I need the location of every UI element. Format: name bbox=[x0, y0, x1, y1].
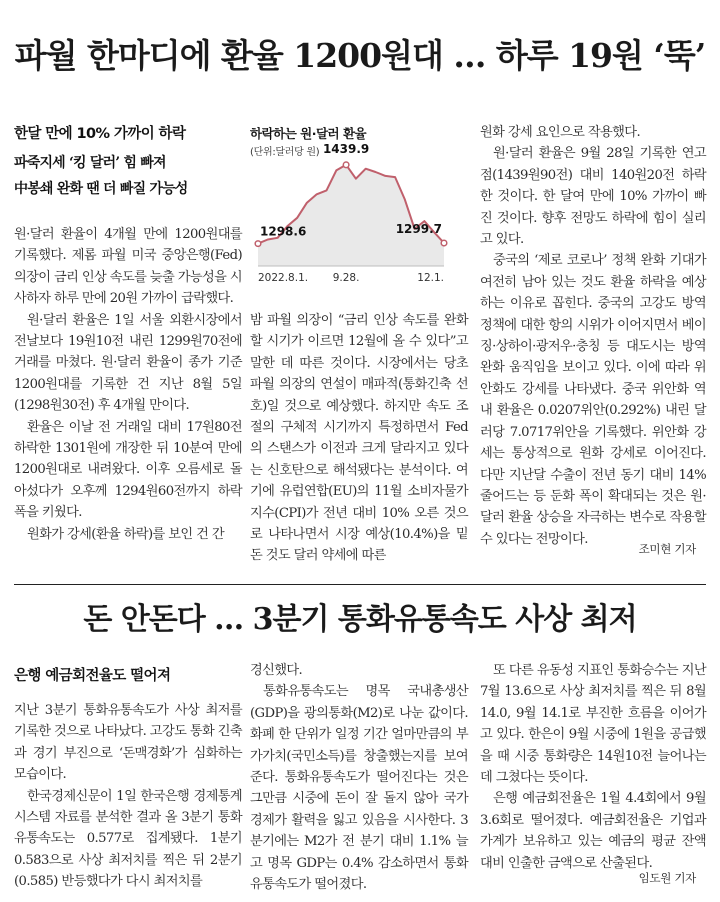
chart-data-label: 1299.7 bbox=[395, 222, 442, 237]
paragraph: 원화가 강세(환율 하락)를 보인 건 간 bbox=[27, 526, 224, 542]
chart-x-tick: 2022.8.1. bbox=[258, 272, 309, 284]
exchange-rate-chart bbox=[250, 122, 470, 302]
article1-column-2 bbox=[250, 310, 468, 567]
paragraph: 한국경제신문이 1일 한국은행 경제통계시스템 자료를 분석한 결과 올 3분기 통화유통속도는 0.577로 집계됐다. 1분기 0.583으로 사상 최저치를 찍은 뒤 2분기(0.585) 반등했다가 다시 최저치를 bbox=[14, 788, 242, 890]
paragraph: 환율은 이날 전 거래일 대비 17원80전 하락한 1301원에 개장한 뒤 10분여 만에 1200원대로 내려왔다. 이후 오름세로 돌아섰다가 오후께 1294원60전까지 하락 폭을 키웠다. bbox=[14, 419, 242, 521]
chart-plot bbox=[250, 122, 470, 302]
article1-subheads bbox=[14, 122, 242, 202]
paragraph: 통화유통속도는 명목 국내총생산(GDP)을 광의통화(M2)로 나눈 값이다. 화폐 한 단위가 일정 기간 얼마만큼의 부가가치(국민소득)를 창출했는지를 보여준다. 통화유통속도가 떨어진다는 것은 그만큼 시중에 돈이 잘 돌지 않아 국가 경제가 활력을 잃고 있음을 시사한다. 3분기에는 M2가 전 분기 대비 1.1% 늘고 명목 GDP는 0.4% 감소하면서 통화유통속도가 떨어졌다. bbox=[250, 684, 468, 893]
article1-column-3 bbox=[480, 122, 706, 550]
article1-column-1 bbox=[14, 224, 242, 545]
paragraph: 원·달러 환율이 4개월 만에 1200원대를 기록했다. 제롬 파월 미국 중앙은행(Fed) 의장이 금리 인상 속도를 늦출 가능성을 시사하자 하루 만에 20원 가까이 급락했다. bbox=[14, 227, 242, 307]
byline-article1: 조미현 기자 bbox=[638, 542, 696, 556]
chart-x-tick: 9.28. bbox=[332, 272, 360, 284]
chart-data-label: 1439.9 bbox=[322, 141, 370, 156]
chart-x-tick: 12.1. bbox=[417, 272, 444, 284]
article2-column-3 bbox=[480, 660, 706, 874]
subhead-main: 한달 만에 10% 가까이 하락 bbox=[14, 126, 186, 142]
paragraph: 원·달러 환율은 9월 28일 기록한 연고점(1439원90전) 대비 140원20전 하락한 것이다. 한 달여 만에 10% 가까이 빠진 것이다. 향후 전망도 하락에 힘이 실리고 있다. bbox=[480, 146, 706, 248]
chart-point bbox=[441, 240, 447, 246]
chart-point bbox=[343, 162, 349, 168]
paragraph: 밤 파월 의장이 “금리 인상 속도를 완화할 시기가 이르면 12월에 올 수 있다”고 말한 데 따른 것이다. 시장에서는 당초 파월 의장의 연설이 매파적(통화긴축 선호)일 것으로 예상했다. 하지만 속도 조절의 구체적 시기까지 특정하면서 Fed의 스탠스가 이전과 크게 달라지고 있다는 신호탄으로 해석됐다는 분석이다. 여기에 유럽연합(EU)의 11월 소비자물가지수(CPI)가 전년 대비 10% 오른 것으로 나타나면서 시장 예상(10.4%)을 밑돈 것도 달러 약세에 따른 bbox=[250, 313, 468, 564]
paragraph: 원화 강세 요인으로 작용했다. bbox=[480, 125, 641, 140]
paragraph: 경신했다. bbox=[250, 663, 303, 678]
subhead-line: 파죽지세 ‘킹 달러’ 힘 빠져 bbox=[14, 155, 166, 171]
section-divider bbox=[14, 584, 706, 585]
paragraph: 중국의 ‘제로 코로나’ 정책 완화 기대가 여전히 남아 있는 것도 환율 하락을 예상하는 이유로 꼽힌다. 중국의 고강도 방역 정책에 대한 항의 시위가 이어지면서 베이징·상하이·광저우·충칭 등 대도시는 방역 완화 움직임을 보이고 있다. 이에 따라 위안화도 강세를 나타냈다. 중국 위안화 역내 환율은 0.0207위안(0.292%) 내린 달러당 7.0717위안을 기록했다. 위안화 강세는 통상적으로 원화 강세로 이어진다. 다만 지난달 수출이 전년 동기 대비 14% 줄어드는 등 둔화 폭이 확대되는 것은 원·달러 환율 상승을 자극하는 변수로 작용할 수 있다는 전망이다. bbox=[480, 253, 706, 547]
paragraph: 은행 예금회전율은 1월 4.4회에서 9월 3.6회로 떨어졌다. 예금회전율은 기업과 가계가 보유하고 있는 예금의 평균 잔액 대비 인출한 금액으로 산출된다. bbox=[480, 791, 706, 871]
paragraph: 지난 3분기 통화유통속도가 사상 최저를 기록한 것으로 나타났다. 고강도 통화 긴축과 경기 부진으로 ‘돈맥경화’가 심화하는 모습이다. bbox=[14, 703, 242, 783]
chart-data-label: 1298.6 bbox=[260, 224, 307, 239]
headline-article2: 돈 안돈다 … 3분기 통화유통속도 사상 최저 bbox=[83, 602, 637, 637]
chart-unit: (단위:달러당 원) bbox=[250, 147, 320, 158]
chart-title: 하락하는 원·달러 환율 bbox=[250, 126, 367, 141]
subhead-line: 中봉쇄 완화 땐 더 빠질 가능성 bbox=[14, 181, 188, 197]
byline-article2: 임도원 기자 bbox=[638, 871, 696, 885]
paragraph: 원·달러 환율은 1일 서울 외환시장에서 전날보다 19원10전 내린 1299원70전에 거래를 마쳤다. 원·달러 환율이 종가 기준 1200원대를 기록한 건 지난 8월 5일(1298원30전) 후 4개월 만이다. bbox=[14, 312, 242, 414]
article2-column-1 bbox=[14, 700, 242, 893]
article2-column-2 bbox=[250, 660, 468, 895]
article2-subhead: 은행 예금회전율도 떨어져 bbox=[14, 668, 171, 684]
chart-area-fill bbox=[258, 165, 444, 266]
headline-article1: 파월 한마디에 환율 1200원대 … 하루 19원 ‘뚝’ bbox=[14, 36, 706, 75]
paragraph: 또 다른 유동성 지표인 통화승수는 지난 7월 13.6으로 사상 최저치를 찍은 뒤 8월 14.0, 9월 14.1로 부진한 흐름을 이어가고 있다. 한은이 9월 시중에 1원을 공급했을 때 시중 통화량은 14원10전 늘어나는 데 그쳤다는 뜻이다. bbox=[480, 663, 706, 786]
chart-point bbox=[255, 241, 261, 247]
